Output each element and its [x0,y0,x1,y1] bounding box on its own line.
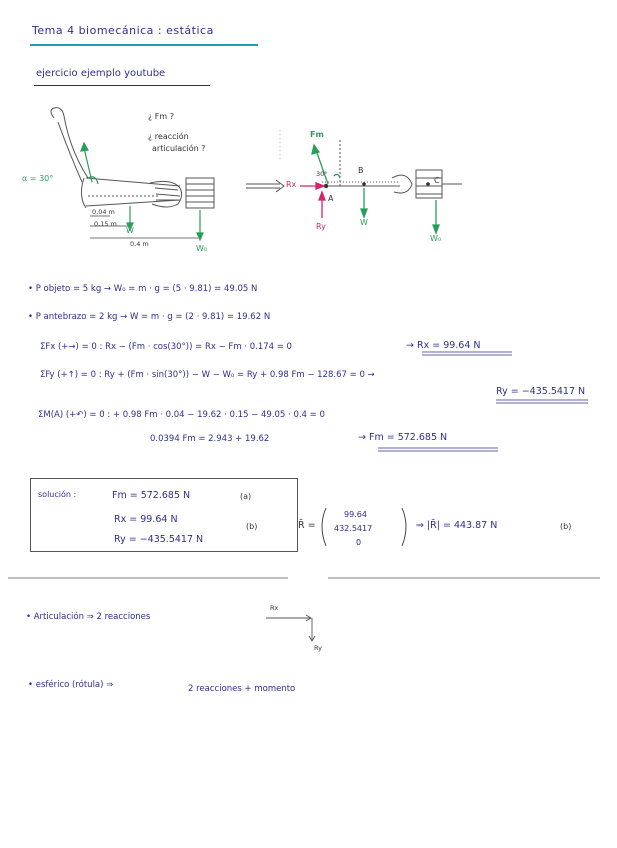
point-a-label: A [328,194,334,203]
note-spherical: • esférico (rótula) ⇒ [28,680,114,690]
angle-30-label: 30° [316,170,328,178]
sum-moments-equation: ΣM(A) (+↶) = 0 : + 0.98 Fm · 0.04 − 19.62 · 0.15 − 49.05 · 0.4 = 0 [38,410,325,420]
sum-fy-equation: ΣFy (+↑) = 0 : Ry + (Fm · sin(30°)) − W − W₀ = Ry + 0.98 Fm − 128.67 = 0 → [40,370,375,380]
dimension-015: 0,15 m [94,220,117,228]
solution-fm: Fm = 572.685 N [112,490,191,501]
fm-label: Fm [310,130,324,139]
point-b-label: B [358,166,364,175]
weight-w-right: W [360,218,368,227]
resultant-vector-label: R̄ = [298,520,316,531]
point-c-label: C [434,176,440,185]
weight-w-left: W [126,226,134,235]
solution-label: solución : [38,490,77,499]
resultant-magnitude-tag: (b) [560,522,572,531]
note-articulation: • Articulación ⇒ 2 reacciones [26,612,151,622]
note-rx-label: Rx [270,604,279,612]
note-ry-label: Ry [314,644,323,652]
rx-label: Rx [286,180,297,189]
vector-component-x: 99.64 [344,510,367,519]
vector-component-y: 432.5417 [334,524,373,533]
dimension-04: 0,4 m [130,240,149,248]
page-title: Tema 4 biomecánica : estática [32,24,214,37]
note-spherical-reactions: 2 reacciones + momento [188,684,296,694]
exercise-subtitle: ejercicio ejemplo youtube [36,68,166,79]
ry-label: Ry [316,222,326,231]
solution-rxy-tag: (b) [246,522,258,531]
solution-fm-tag: (a) [240,492,252,501]
rx-result: → Rx = 99.64 N [406,340,481,351]
angle-label: α = 30° [22,174,54,183]
weight-wo-right: W₀ [430,234,442,243]
solution-rx: Rx = 99.64 N [114,514,178,525]
weight-wo-left: W₀ [196,244,208,253]
vector-component-z: 0 [356,538,362,547]
moment-simplified: 0.0394 Fm = 2.943 + 19.62 [150,434,270,444]
fm-result: → Fm = 572.685 N [358,432,448,443]
object-weight: • P objeto = 5 kg → W₀ = m · g = (5 · 9.81) = 49.05 N [28,284,258,294]
forearm-weight: • P antebrazo = 2 kg → W = m · g = (2 · 9.81) = 19.62 N [28,312,271,322]
question-fm: ¿ Fm ? [148,112,174,121]
solution-ry: Ry = −435.5417 N [114,534,204,545]
dimension-004: 0,04 m [92,208,115,216]
question-reaction-line1: ¿ reacción [148,132,189,141]
sum-fx-equation: ΣFx (+→) = 0 : Rx − (Fm · cos(30°)) = Rx − Fm · 0.174 = 0 [40,342,292,352]
question-reaction-line2: articulación ? [152,144,206,153]
arm-sketch [51,108,214,208]
resultant-magnitude: ⇒ |R̄| = 443.87 N [416,520,498,531]
ry-result: Ry = −435.5417 N [496,386,586,397]
